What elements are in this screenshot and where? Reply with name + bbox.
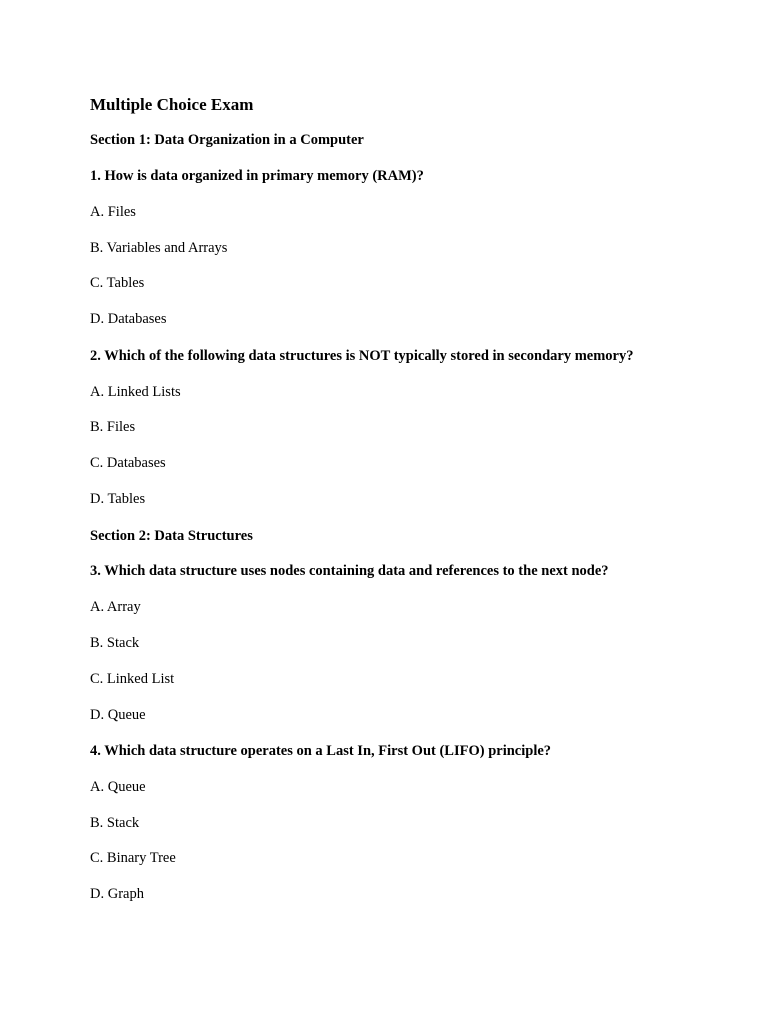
question-2: 2. Which of the following data structures is NOT typically stored in secondary memory? xyxy=(90,348,634,364)
question-1: 1. How is data organized in primary memory (RAM)? xyxy=(90,168,424,184)
question-3-option-d: D. Queue xyxy=(90,707,146,723)
question-3-option-c: C. Linked List xyxy=(90,671,175,687)
question-1-option-b: B. Variables and Arrays xyxy=(90,240,228,256)
question-1-option-d: D. Databases xyxy=(90,311,167,327)
question-3-option-a: A. Array xyxy=(90,599,141,615)
question-2-option-b: B. Files xyxy=(90,419,136,435)
question-1-option-c: C. Tables xyxy=(90,275,145,291)
section-heading-2: Section 2: Data Structures xyxy=(90,528,253,544)
question-4-option-c: C. Binary Tree xyxy=(90,850,176,866)
question-4-option-d: D. Graph xyxy=(90,886,144,902)
question-3: 3. Which data structure uses nodes containing data and references to the next node? xyxy=(90,563,609,579)
question-4-option-b: B. Stack xyxy=(90,815,140,831)
question-4-option-a: A. Queue xyxy=(90,779,146,795)
question-2-option-a: A. Linked Lists xyxy=(90,384,181,400)
question-1-option-a: A. Files xyxy=(90,204,136,220)
question-3-option-b: B. Stack xyxy=(90,635,140,651)
question-2-option-c: C. Databases xyxy=(90,455,166,471)
question-4: 4. Which data structure operates on a Last In, First Out (LIFO) principle? xyxy=(90,743,552,759)
section-heading-1: Section 1: Data Organization in a Computer xyxy=(90,132,364,148)
page-title: Multiple Choice Exam xyxy=(90,95,254,114)
question-2-option-d: D. Tables xyxy=(90,491,146,507)
